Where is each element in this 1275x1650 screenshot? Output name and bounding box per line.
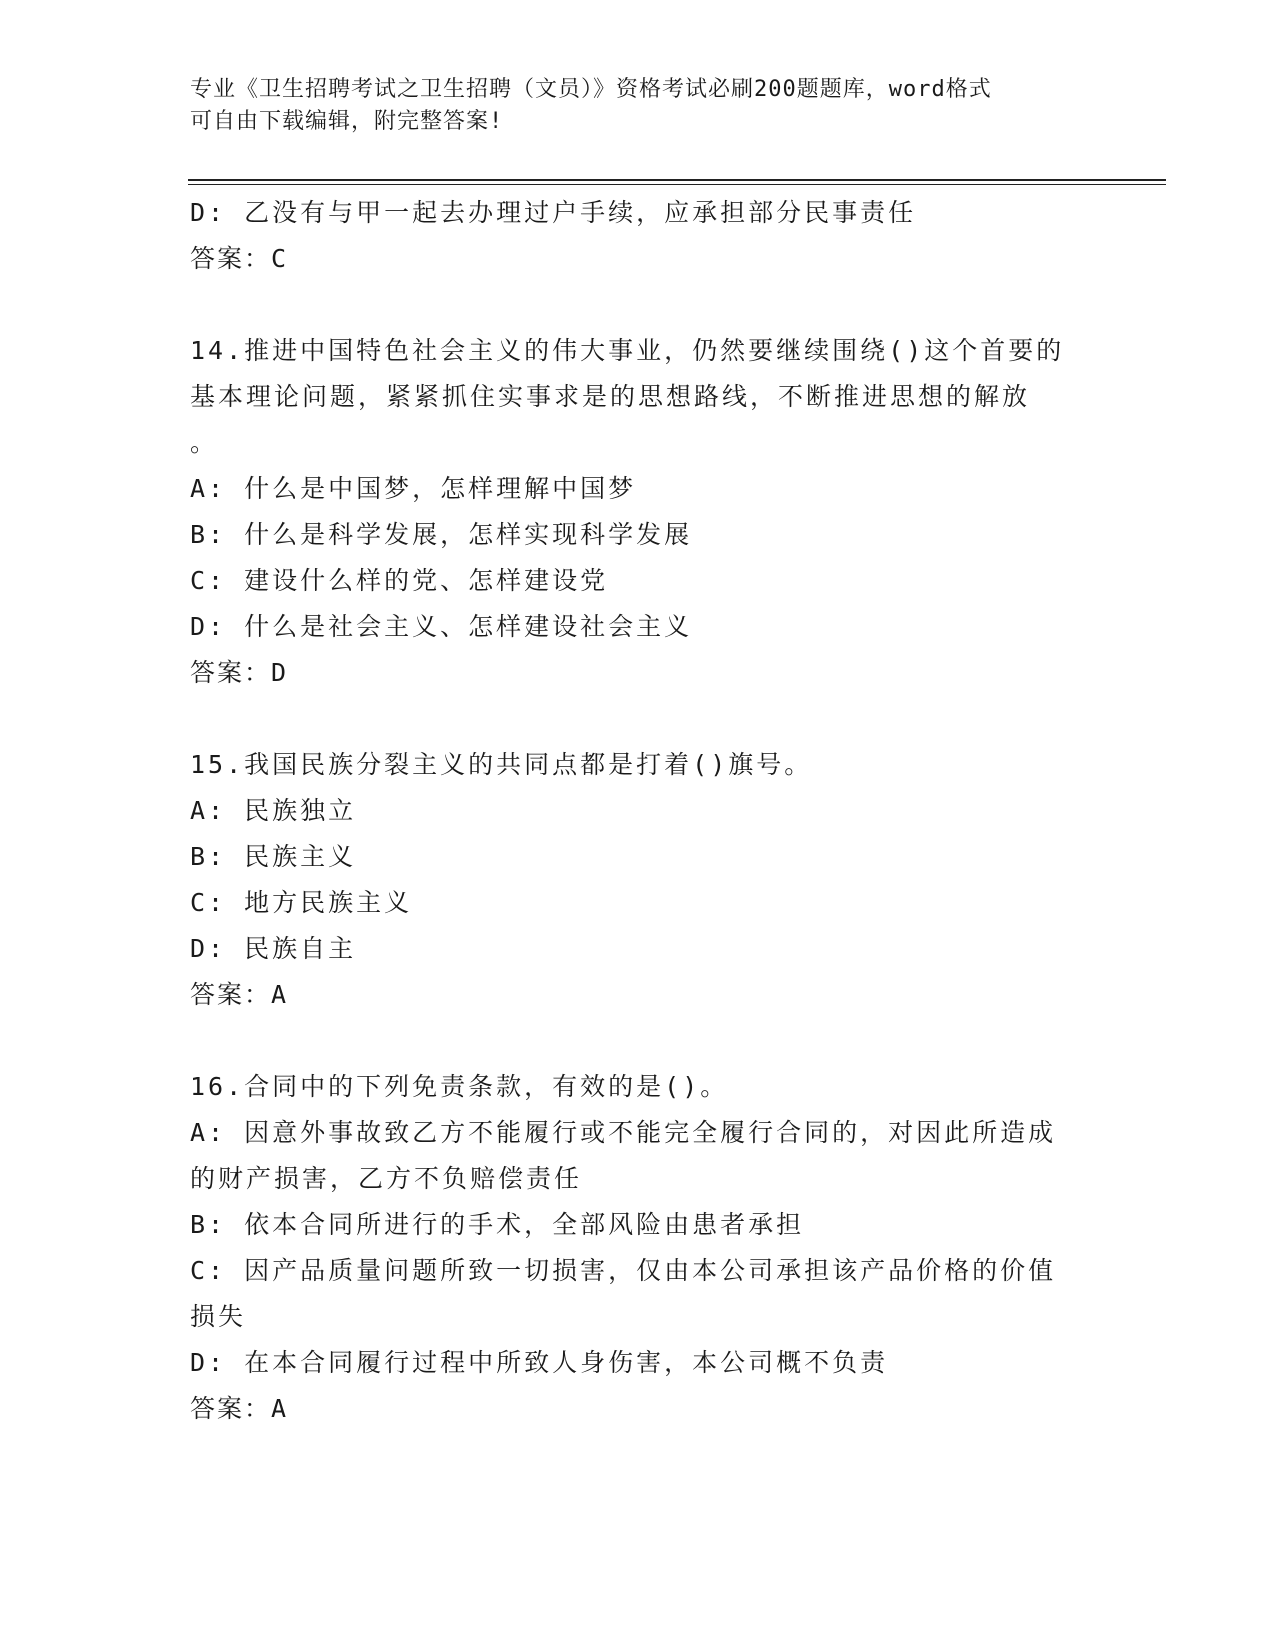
answer-label: 答案： <box>190 244 272 273</box>
spacer <box>190 282 1090 328</box>
option-b: B: 依本合同所进行的手术，全部风险由患者承担 <box>190 1210 805 1239</box>
answer-line <box>190 650 1090 696</box>
header-line-2: 可自由下载编辑，附完整答案! <box>190 109 504 134</box>
option-d: D: 在本合同履行过程中所致人身伤害，本公司概不负责 <box>190 1348 889 1377</box>
option-d: D: 什么是社会主义、怎样建设社会主义 <box>190 612 693 641</box>
question-15 <box>190 742 1090 1018</box>
option-c: C: 地方民族主义 <box>190 888 413 917</box>
option-d: D: 民族自主 <box>190 934 357 963</box>
question-stem: 15.我国民族分裂主义的共同点都是打着()旗号。 <box>190 750 813 779</box>
answer-line <box>190 1386 1090 1432</box>
question-stem: 16.合同中的下列免责条款，有效的是()。 <box>190 1072 729 1101</box>
answer-line <box>190 236 1090 282</box>
header-divider-thick <box>188 179 1166 181</box>
answer-label: 答案： <box>190 1394 272 1423</box>
option-a-continued: 的财产损害，乙方不负赔偿责任 <box>190 1164 583 1193</box>
option-a: A: 因意外事故致乙方不能履行或不能完全履行合同的，对因此所造成 <box>190 1118 1057 1147</box>
answer-value: D <box>271 658 289 687</box>
question-stem: 基本理论问题，紧紧抓住实事求是的思想路线，不断推进思想的解放 <box>190 382 1031 411</box>
question-stem: 14.推进中国特色社会主义的伟大事业，仍然要继续围绕()这个首要的 <box>190 336 1065 365</box>
spacer <box>190 1018 1090 1064</box>
answer-line <box>190 972 1090 1018</box>
question-14 <box>190 328 1090 696</box>
option-a: A: 民族独立 <box>190 796 357 825</box>
question-list <box>190 190 1090 1432</box>
option-b: B: 什么是科学发展，怎样实现科学发展 <box>190 520 693 549</box>
answer-value: A <box>271 980 289 1009</box>
header-divider-thin <box>188 184 1166 185</box>
option-d: D: 乙没有与甲一起去办理过户手续，应承担部分民事责任 <box>190 198 917 227</box>
option-c: C: 建设什么样的党、怎样建设党 <box>190 566 609 595</box>
option-c: C: 因产品质量问题所致一切损害，仅由本公司承担该产品价格的价值 <box>190 1256 1057 1285</box>
option-a: A: 什么是中国梦，怎样理解中国梦 <box>190 474 637 503</box>
answer-value: A <box>271 1394 289 1423</box>
question-stem: 。 <box>190 428 219 457</box>
question-13-tail <box>190 190 1090 282</box>
answer-label: 答案： <box>190 980 272 1009</box>
answer-value: C <box>271 244 289 273</box>
question-16 <box>190 1064 1090 1432</box>
header-line-1: 专业《卫生招聘考试之卫生招聘（文员）》资格考试必刷200题题库，word格式 <box>190 77 992 102</box>
answer-label: 答案： <box>190 658 272 687</box>
option-c-continued: 损失 <box>190 1302 247 1331</box>
option-b: B: 民族主义 <box>190 842 357 871</box>
spacer <box>190 696 1090 742</box>
document-header <box>190 74 1090 138</box>
